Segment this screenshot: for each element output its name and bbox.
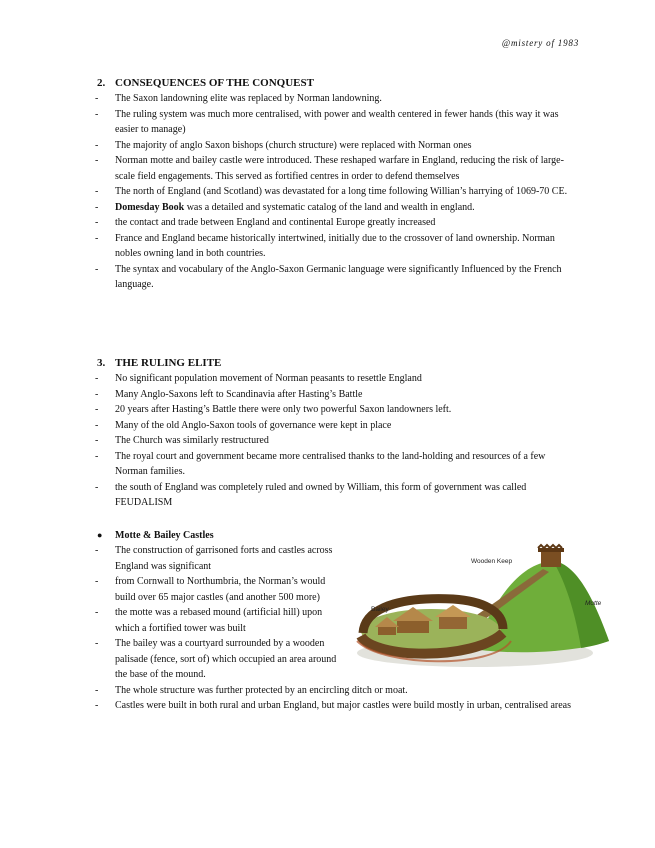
list-item: - The Church was similarly restructured	[95, 435, 269, 446]
list-item: - The majority of anglo Saxon bishops (church structure) were replaced with Norman ones	[95, 139, 472, 151]
motte-bailey-illustration	[353, 541, 611, 669]
list-item: - The syntax and vocabulary of the Anglo-Saxon Germanic language were significantly Influenced by the French language.	[95, 263, 562, 290]
author-tag: @mistery of 1983	[501, 38, 579, 48]
list-item: - The north of England (and Scotland) was devastated for a long time following Willian’s harrying of 1069-70 CE.	[95, 186, 568, 197]
list-item: - France and England became historically intertwined, initially due to the crossover of land ownership. Norman nobles owning land in both countries.	[95, 232, 555, 259]
list-item: - Many of the old Anglo-Saxon tools of governance were kept in place	[95, 419, 392, 431]
list-item: - Domesday Book was a detailed and systematic catalog of the land and wealth in england.	[95, 201, 475, 213]
section-title	[97, 356, 577, 371]
list-item: - No significant population movement of Norman peasants to resettle England	[95, 373, 422, 384]
list-item: - Castles were built in both rural and urban England, but major castles were build mostly in urban, centralised areas	[95, 700, 571, 711]
label-wooden-keep: Wooden Keep	[471, 558, 513, 565]
domesday-term: Domesday Book	[115, 201, 185, 213]
list-item: - the motte was a rebased mound (artificial hill) upon which a fortified tower was built	[95, 607, 323, 634]
section-number: 3.	[97, 357, 106, 369]
list-item: - from Cornwall to Northumbria, the Norman’s would build over 65 major castles (and another 500 more)	[95, 576, 326, 603]
list-item: - The construction of garrisoned forts and castles across England was significant	[95, 545, 333, 572]
bullet-list	[97, 91, 577, 293]
list-item: - 20 years after Hasting’s Battle there were only two powerful Saxon landowners left.	[95, 404, 452, 415]
list-item: - The royal court and government became more centralised thanks to the land-holding and resources of a few Norman families.	[95, 450, 546, 477]
section-heading: CONSEQUENCES OF THE CONQUEST	[115, 77, 314, 89]
list-item: - the south of England was completely ruled and owned by William, this form of government was called FEUDALISM	[95, 481, 527, 508]
list-item: - the contact and trade between England and continental Europe greatly increased	[95, 217, 436, 228]
bullet-list	[97, 371, 577, 511]
list-item: - The Saxon landowning elite was replaced by Norman landowning.	[95, 93, 382, 104]
bullet-list	[97, 683, 577, 714]
list-item: - The whole structure was further protected by an encircling ditch or moat.	[95, 684, 408, 696]
list-item: - The ruling system was much more centralised, with power and wealth centered in fewer hands (this way it was easier to manage)	[95, 108, 559, 135]
label-motte: Motte	[585, 600, 602, 607]
label-bailey: Bailey	[371, 606, 389, 613]
list-item: - Norman motte and bailey castle were introduced. These reshaped warfare in England, reducing the risk of large-scale field engagements. This served as fortified centres in order to defend themselves	[95, 155, 564, 182]
section-ruling-elite	[97, 356, 577, 511]
subsection-heading: Motte & Bailey Castles	[115, 530, 214, 541]
section-title	[97, 76, 577, 91]
bullet-dot: ●	[97, 530, 103, 540]
section-heading: THE RULING ELITE	[115, 357, 222, 369]
section-number: 2.	[97, 77, 106, 89]
list-item: - Many Anglo-Saxons left to Scandinavia after Hasting’s Battle	[95, 388, 363, 400]
section-consequences	[97, 76, 577, 293]
list-item: - The bailey was a courtyard surrounded by a wooden palisade (fence, sort of) which occupied an area around the base of the mound.	[95, 638, 337, 680]
